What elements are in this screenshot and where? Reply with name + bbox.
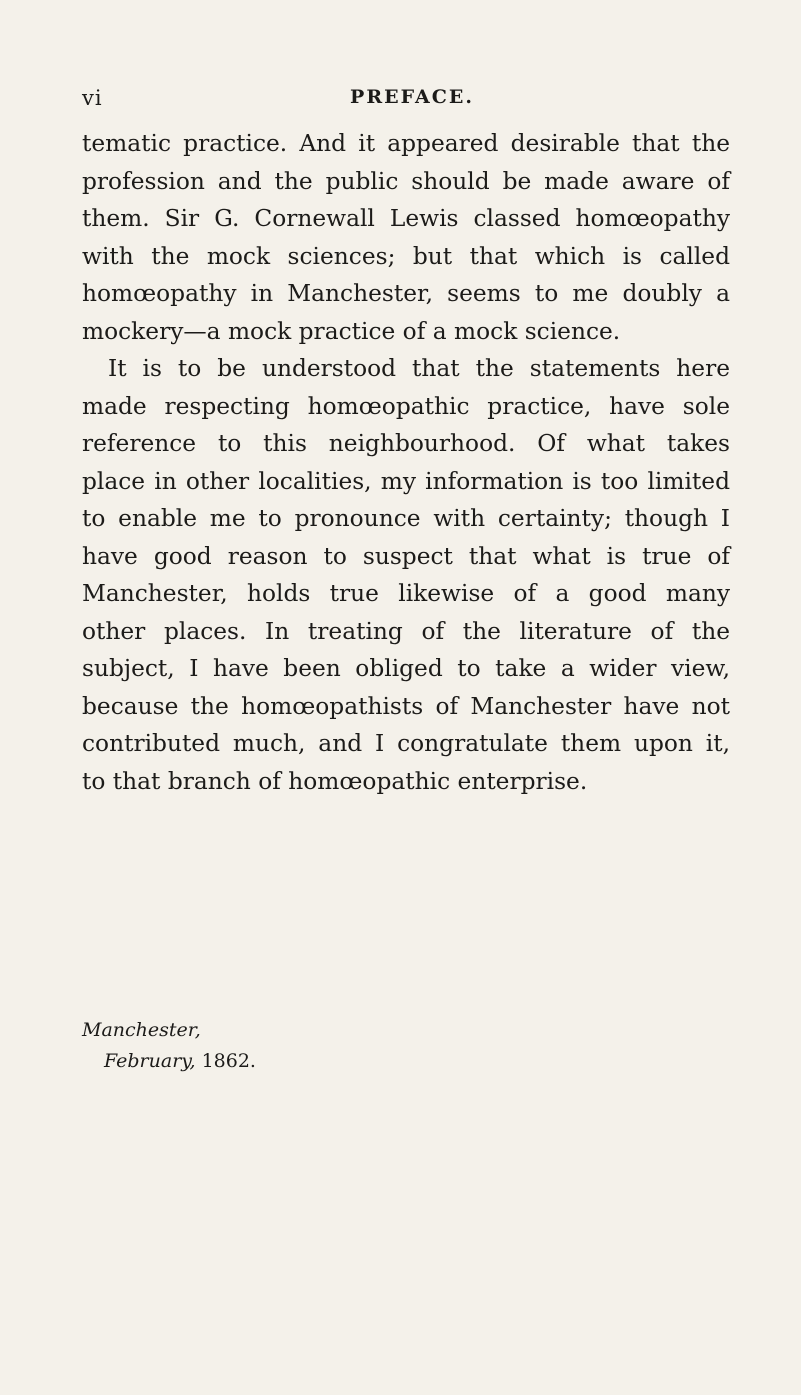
text-line: tematic practice. And it appeared desirable that the (82, 130, 730, 157)
text-line: Manchester, holds true likewise of a good many (82, 580, 730, 607)
text-line: profession and the public should be made aware of (82, 167, 730, 195)
signoff-month: February, (104, 1050, 196, 1072)
text-line: place in other localities, my information is too limited (82, 467, 730, 495)
text-line: other places. In treating of the literature of the (82, 617, 730, 645)
text-line: made respecting homœopathic practice, have sole (82, 392, 730, 420)
signoff-place: Manchester, (82, 1019, 201, 1041)
text-line: have good reason to suspect that what is true of (82, 542, 730, 570)
text-line: reference to this neighbourhood. Of what takes (82, 430, 730, 457)
running-title: PREFACE. (350, 86, 474, 108)
running-head (82, 86, 722, 116)
text-line: It is to be understood that the statements here (108, 355, 730, 382)
signoff-year: 1862. (201, 1050, 256, 1072)
text-line: because the homœopathists of Manchester have not (82, 692, 730, 720)
signoff (82, 1015, 482, 1077)
signoff-date (82, 1046, 482, 1077)
preface-text (82, 125, 730, 800)
text-line: subject, I have been obliged to take a wider view, (82, 655, 730, 682)
text-line: mockery—a mock practice of a mock science. (82, 317, 621, 345)
text-line: homœopathy in Manchester, seems to me doubly a (82, 280, 730, 307)
text-line: with the mock sciences; but that which is called (82, 242, 730, 270)
text-line: contributed much, and I congratulate them upon it, (82, 730, 730, 757)
text-line: them. Sir G. Cornewall Lewis classed homœopathy (82, 205, 730, 232)
text-line: to enable me to pronounce with certainty; though I (82, 505, 730, 532)
page-number: vi (82, 86, 103, 110)
text-line: to that branch of homœopathic enterprise. (82, 767, 588, 795)
